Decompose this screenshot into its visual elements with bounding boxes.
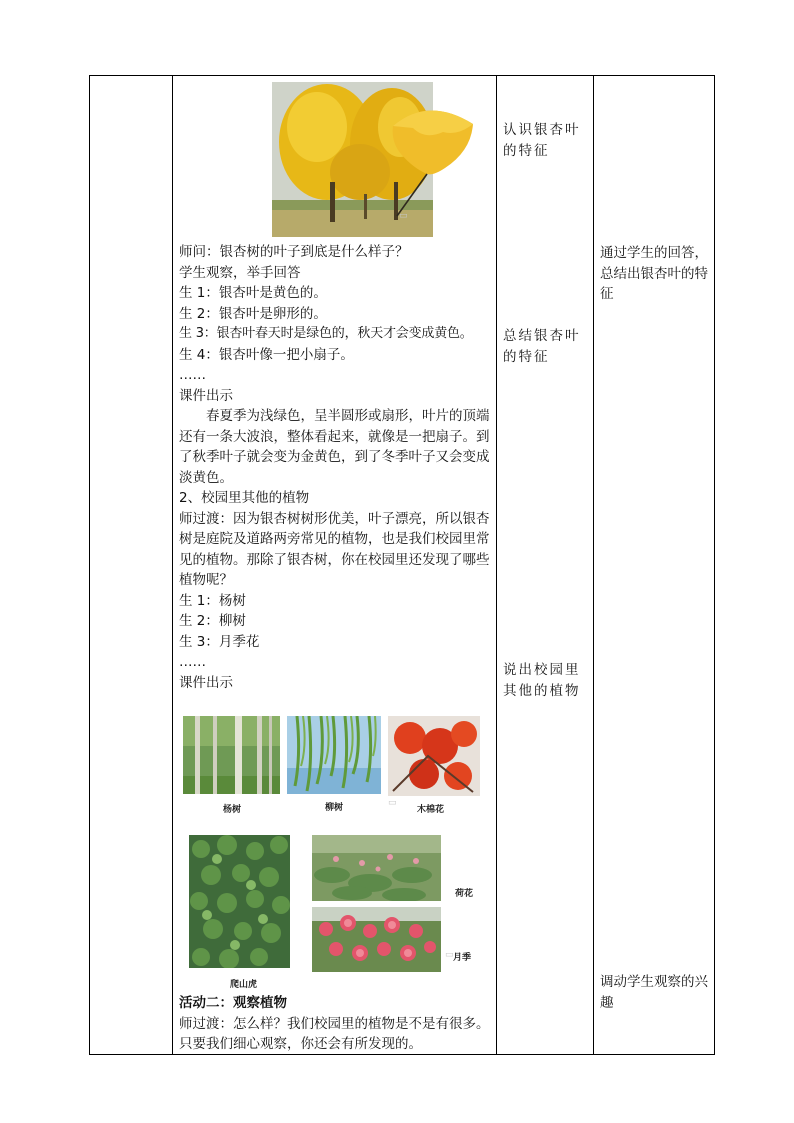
teaching-process-cell <box>173 76 497 1055</box>
caption-poplar: 杨树 <box>223 805 242 815</box>
goal-other-plants: 说出校园里其他的植物 <box>503 662 581 699</box>
student-answer-3: 生 3：银杏叶春天时是绿色的，秋天才会变成黄色。 <box>179 326 473 341</box>
empty-column-cell <box>90 76 173 1055</box>
teacher-question: 师问：银杏树的叶子到底是什么样子？ <box>179 244 409 260</box>
caption-willow: 柳树 <box>325 803 344 813</box>
goal-ginkgo-features: 认识银杏叶的特征 <box>503 122 581 159</box>
watermark: ▭ <box>388 798 397 808</box>
student-answer-4: 生 4：银杏叶像一把小扇子。 <box>179 346 354 363</box>
teacher-transition-2: 师过渡：怎么样？我们校园里的植物是不是有很多。只要我们细心观察，你还会有所发现的。 <box>179 1015 490 1052</box>
rose-photo <box>312 907 441 972</box>
lesson-plan-table <box>89 75 715 1055</box>
caption-ivy: 爬山虎 <box>230 980 258 990</box>
activity-heading: 活动二：观察植物 <box>179 995 287 1011</box>
ellipsis: …… <box>179 367 206 383</box>
goal-summarize-features: 总结银杏叶的特征 <box>503 328 581 365</box>
student-answer-b1: 生 1：杨树 <box>179 592 246 609</box>
caption-lotus: 荷花 <box>455 889 474 899</box>
student-answer-b3: 生 3：月季花 <box>179 633 260 650</box>
section-heading: 2、校园里其他的植物 <box>179 490 310 506</box>
student-answer-2: 生 2：银杏叶是卵形的。 <box>179 305 327 322</box>
ellipsis: …… <box>179 654 206 670</box>
poplar-photo <box>183 716 280 794</box>
willow-photo <box>287 716 381 794</box>
student-answer-1: 生 1：银杏叶是黄色的。 <box>179 285 327 301</box>
caption-kapok: 木棉花 <box>417 805 445 815</box>
observe-line: 学生观察，举手回答 <box>179 264 301 281</box>
ivy-photo <box>189 835 290 968</box>
intent-summary: 通过学生的回答，总结出银杏叶的特征 <box>600 245 708 302</box>
ginkgo-description: 春夏季为浅绿色，呈半圆形或扇形，叶片的顶端还有一条大波浪，整体看起来，就像是一把扇子。到了秋季叶子就会变为金黄色，到了冬季叶子又会变成淡黄色。 <box>179 408 490 486</box>
student-answer-b2: 生 2：柳树 <box>179 613 246 629</box>
objectives-cell <box>497 76 594 1055</box>
ginkgo-leaf-image <box>383 106 483 221</box>
watermark: ▭ <box>445 950 454 960</box>
teacher-transition: 师过渡：因为银杏树树形优美，叶子漂亮，所以银杏树是庭院及道路两旁常见的植物，也是我们校园里常见的植物。那除了银杏树，你在校园里还发现了哪些植物呢？ <box>179 510 490 588</box>
courseware-label: 课件出示 <box>179 674 233 691</box>
watermark: ▭ <box>399 211 408 221</box>
intent-interest: 调动学生观察的兴趣 <box>600 974 708 1011</box>
lotus-photo <box>312 835 441 901</box>
caption-rose: 月季 <box>453 953 472 963</box>
kapok-flower-photo <box>388 716 480 796</box>
courseware-label: 课件出示 <box>179 387 233 404</box>
design-intent-cell <box>594 76 715 1055</box>
